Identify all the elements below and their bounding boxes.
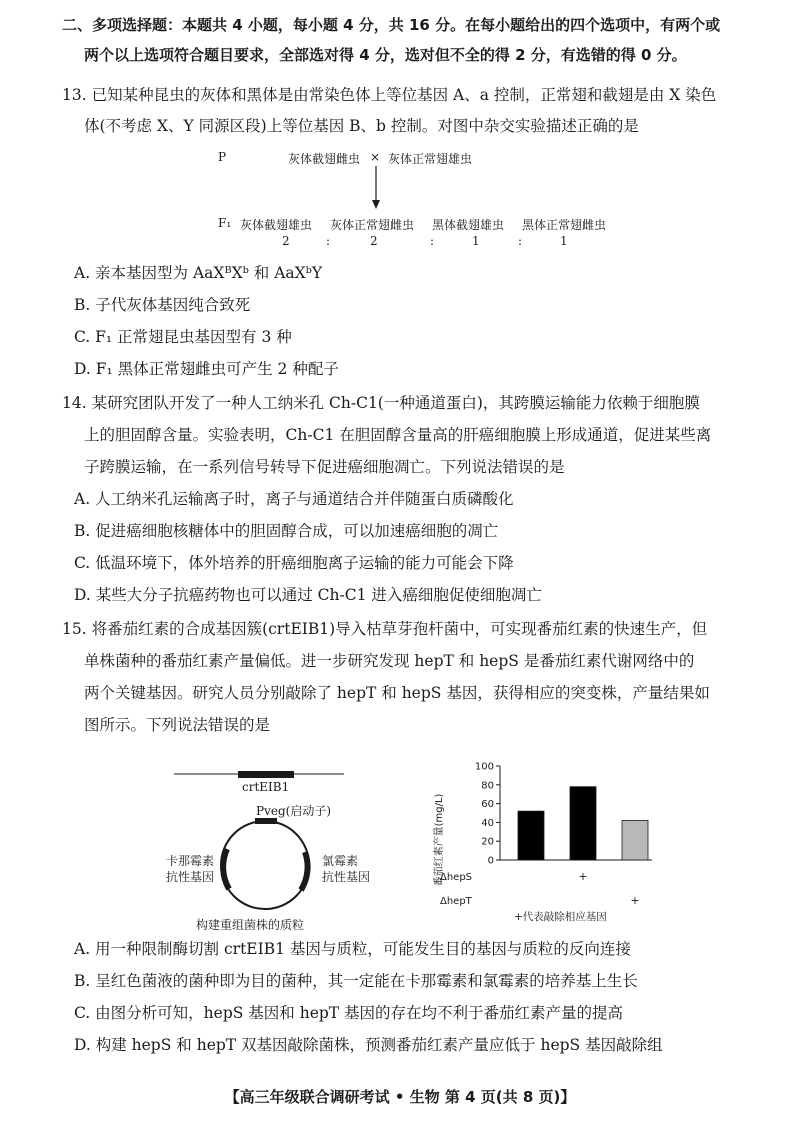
cross-arrow [369,166,383,210]
q14-stem-line-3: 子跨膜运输，在一系列信号转导下促进癌细胞凋亡。下列说法错误的是 [84,458,565,476]
y-tick-label: 60 [481,799,494,811]
q14-stem-line-2: 上的胆固醇含量。实验表明，Ch-C1 在胆固醇含量高的肝癌细胞膜上形成通道，促进某些离 [84,426,712,444]
kana-label-2: 抗性基因 [166,870,215,884]
ratio-sep-2: : [430,234,435,248]
y-tick-label: 0 [487,855,494,867]
ratio-1: 2 [282,234,290,248]
q15-stem-line-1: 15. 将番茄红素的合成基因簇(crtEIB1)导入枯草芽孢杆菌中，可实现番茄红素的快速生产，但 [62,620,708,638]
knockout-mark: + [630,894,640,907]
q13-stem-line-1: 13. 已知某种昆虫的灰体和黑体是由常染色体上等位基因 A、a 控制，正常翅和截翅是由 X 染色 [62,86,717,104]
q14-option-c: C. 低温环境下，体外培养的肝癌细胞离子运输的能力可能会下降 [74,554,514,572]
crtEIB1-label: crtEIB1 [242,780,290,794]
ratio-3: 1 [472,234,480,248]
q15-option-b: B. 呈红色菌液的菌种即为目的菌种，其一定能在卡那霉素和氯霉素的培养基上生长 [74,972,638,990]
q13-option-d: D. F₁ 黑体正常翅雌虫可产生 2 种配子 [74,360,339,378]
y-tick-label: 40 [481,817,494,829]
kana-label-1: 卡那霉素 [166,854,215,868]
y-tick-label: 80 [481,780,494,792]
chlor-label-1: 氯霉素 [322,854,359,868]
promoter-label: Pveg(启动子) [256,804,332,818]
q13-stem-line-2: 体(不考虑 X、Y 同源区段)上等位基因 B、b 控制。对图中杂交实验描述正确的是 [84,117,639,135]
y-tick-label: 20 [481,836,494,848]
cross-p-label: P [218,150,227,164]
q15-stem-line-3: 两个关键基因。研究人员分别敲除了 hepT 和 hepS 基因，获得相应的突变株，产量结果如 [84,684,710,702]
promoter-segment [255,818,277,824]
section-header-line-2: 两个以上选项符合题目要求，全部选对得 4 分，选对但不全的得 2 分，有选错的得 0 分。 [84,46,687,64]
q15-stem-line-2: 单株菌种的番茄红素产量偏低。进一步研究发现 hepT 和 hepS 是番茄红素代谢网络中的 [84,652,695,670]
chart-note: +代表敲除相应基因 [514,911,607,923]
chlor-label-2: 抗性基因 [322,870,371,884]
cross-female-parent: 灰体截翅雌虫 [288,152,361,166]
offspring-3: 黑体截翅雄虫 [432,218,505,232]
y-tick-label: 100 [474,761,494,773]
ratio-sep-3: : [518,234,523,248]
lycopene-bar-chart [420,748,660,940]
ratio-4: 1 [560,234,568,248]
q14-option-d: D. 某些大分子抗癌药物也可以通过 Ch-C1 进入癌细胞促使细胞凋亡 [74,586,542,604]
q15-option-a: A. 用一种限制酶切割 crtEIB1 基因与质粒，可能发生目的基因与质粒的反向连接 [74,940,631,958]
offspring-2: 灰体正常翅雌虫 [330,218,415,232]
q13-option-a: A. 亲本基因型为 AaXᴮXᵇ 和 AaXᵇY [74,264,323,282]
crtEIB1-gene-block [238,771,294,778]
cross-male-parent: 灰体正常翅雄虫 [388,152,473,166]
ratio-2: 2 [370,234,378,248]
q14-option-a: A. 人工纳米孔运输离子时，离子与通道结合并伴随蛋白质磷酸化 [74,490,514,508]
bar-2 [570,787,596,860]
q13-option-b: B. 子代灰体基因纯合致死 [74,296,251,314]
offspring-4: 黑体正常翅雌虫 [522,218,607,232]
q15-option-c: C. 由图分析可知，hepS 基因和 hepT 基因的存在均不利于番茄红素产量的提高 [74,1004,624,1022]
offspring-1: 灰体截翅雄虫 [240,218,313,232]
section-header-line-1: 二、多项选择题：本题共 4 小题，每小题 4 分，共 16 分。在每小题给出的四个选项中，有两个或 [62,16,721,34]
q13-option-c: C. F₁ 正常翅昆虫基因型有 3 种 [74,328,292,346]
knockout-mark: + [578,870,588,883]
plasmid-ring [212,812,318,918]
kana-segment [223,849,229,889]
cross-sign: × [370,150,381,164]
cross-f1-label: F₁ [218,216,232,230]
bar-1 [518,811,544,860]
plasmid-caption: 构建重组菌株的质粒 [196,918,305,932]
chart-row-label-hepS: ΔhepS [440,872,473,883]
chart-row-label-hepT: ΔhepT [440,896,472,907]
q15-option-d: D. 构建 hepS 和 hepT 双基因敲除菌株，预测番茄红素产量应低于 hepS 基因敲除组 [74,1036,663,1054]
q14-option-b: B. 促进癌细胞核糖体中的胆固醇合成，可以加速癌细胞的凋亡 [74,522,499,540]
chlor-segment [301,852,308,890]
ratio-sep-1: : [326,234,331,248]
bar-3 [622,821,648,860]
q15-stem-line-4: 图所示。下列说法错误的是 [84,716,271,734]
page-footer: 【高三年级联合调研考试 • 生物 第 4 页(共 8 页)】 [224,1088,576,1106]
chart-ylabel: 番茄红素产量(mg/L) [434,793,445,887]
q14-stem-line-1: 14. 某研究团队开发了一种人工纳米孔 Ch-C1(一种通道蛋白)，其跨膜运输能力依赖于细胞膜 [62,394,700,412]
